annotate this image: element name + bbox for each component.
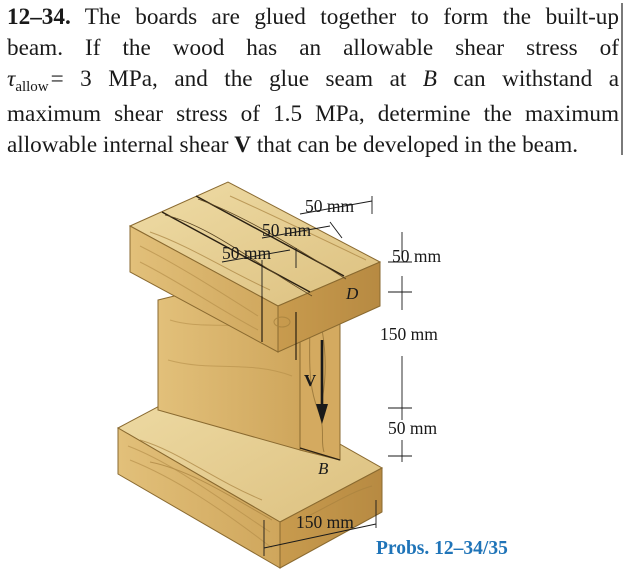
dim-right-bottom: 50 mm: [388, 418, 438, 438]
label-b: B: [318, 459, 329, 478]
problem-line-2: beam. If the wood has an allowable shear stress of: [7, 35, 619, 62]
problem-line-4: maximum shear stress of 1.5 MPa, determine the maximum: [7, 100, 619, 127]
problem-line-1: 12–34. The boards are glued together to form the built-up: [7, 4, 619, 30]
dim-top-left: 50 mm: [222, 243, 272, 263]
dim-right-mid: 150 mm: [380, 324, 438, 344]
dim-right-top: 50 mm: [392, 246, 442, 266]
problem-line-5: allowable internal shear V that can be developed in the beam.: [7, 131, 579, 158]
label-d: D: [346, 284, 359, 303]
figure-caption: Probs. 12–34/35: [376, 538, 508, 559]
dim-top-width: 50 mm: [305, 196, 355, 216]
problem-line-3: $\tau_{allow}= 3$ MPa, and the glue seam at B can withstand a: [7, 66, 619, 96]
label-v: V: [304, 371, 317, 390]
problem-number: 12–34.: [7, 4, 71, 30]
dim-bottom: 150 mm: [296, 512, 354, 532]
dim-top-mid: 50 mm: [262, 220, 312, 240]
